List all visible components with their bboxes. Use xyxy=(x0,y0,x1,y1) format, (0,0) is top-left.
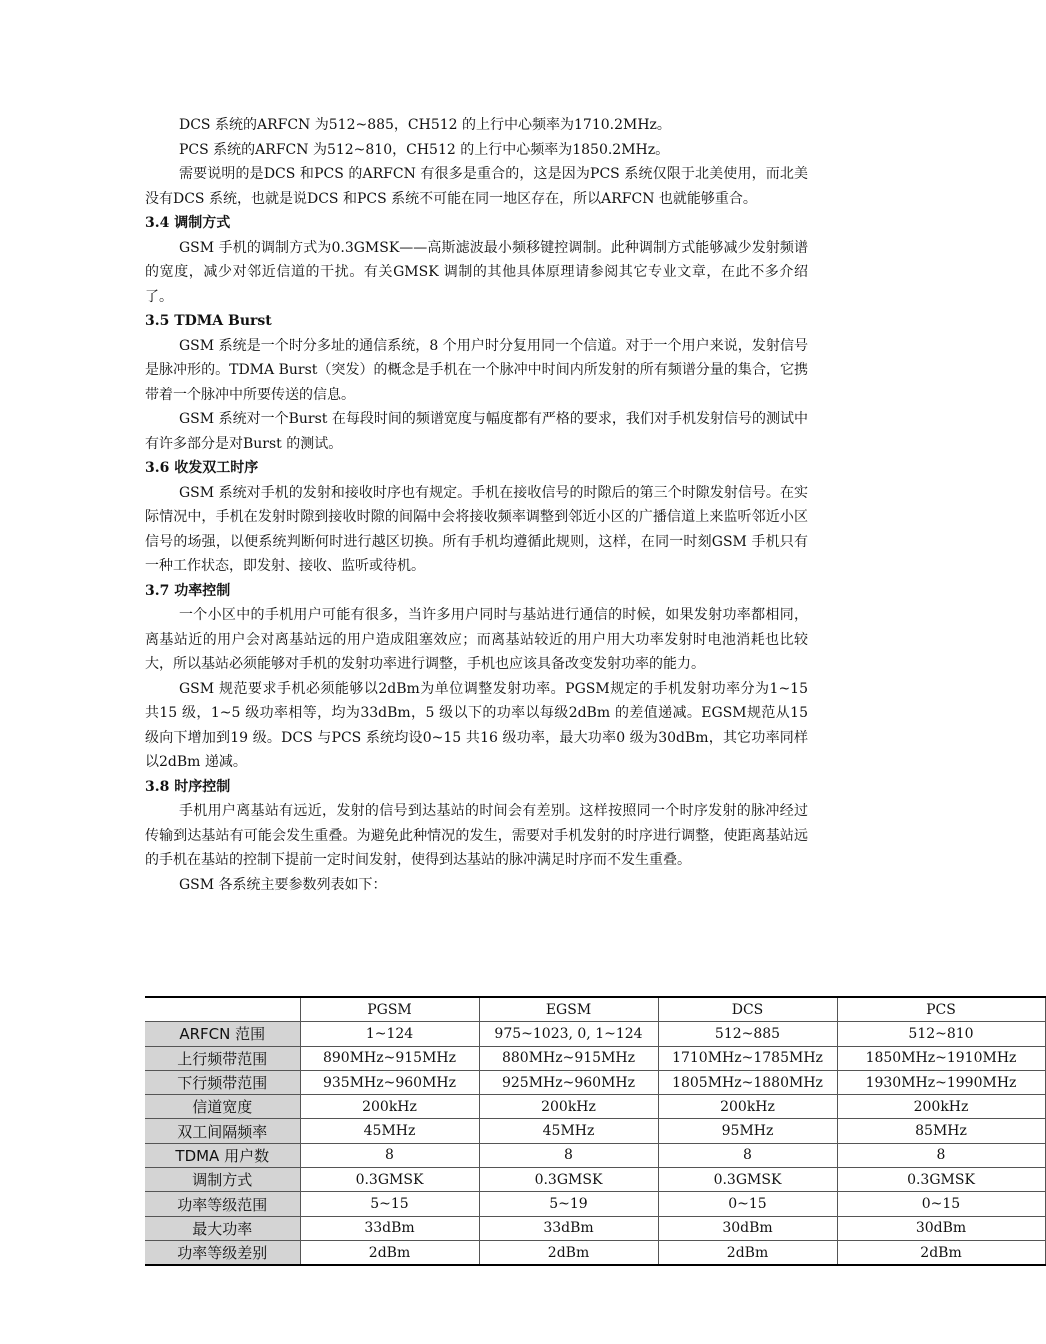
table-cell: 935MHz~960MHz xyxy=(300,1070,479,1094)
row-label: 功率等级范围 xyxy=(145,1192,300,1216)
table-cell: 880MHz~915MHz xyxy=(479,1046,658,1070)
table-row xyxy=(145,1192,1045,1216)
table-cell: 200kHz xyxy=(300,1095,479,1119)
gsm-parameter-table xyxy=(145,996,1046,1266)
table-cell: 0.3GMSK xyxy=(300,1168,479,1192)
table-cell: 200kHz xyxy=(479,1095,658,1119)
heading-3-4: 3.4 调制方式 xyxy=(145,215,231,231)
table-row xyxy=(145,1022,1045,1046)
table-body xyxy=(145,1022,1045,1265)
table-cell: 0.3GMSK xyxy=(837,1168,1045,1192)
row-label: 上行频带范围 xyxy=(145,1046,300,1070)
heading-3-6: 3.6 收发双工时序 xyxy=(145,460,259,476)
row-label: 最大功率 xyxy=(145,1216,300,1240)
table-corner-cell xyxy=(145,997,300,1022)
row-label: 调制方式 xyxy=(145,1168,300,1192)
table-cell: 512~810 xyxy=(837,1022,1045,1046)
paragraph-pcs-arfcn: PCS 系统的ARFCN 为512~810，CH512 的上行中心频率为1850.2MHz。 xyxy=(179,141,670,158)
row-label: 下行频带范围 xyxy=(145,1070,300,1094)
table-cell: 5~15 xyxy=(300,1192,479,1216)
table-cell: 85MHz xyxy=(837,1119,1045,1143)
table-cell: 8 xyxy=(300,1143,479,1167)
table-cell: 5~19 xyxy=(479,1192,658,1216)
table-row xyxy=(145,1095,1045,1119)
paragraph-3-8: 手机用户离基站有远近，发射的信号到达基站的时间会有差别。这样按照同一个时序发射的脉冲经过传输到达基站有可能会发生重叠。为避免此种情况的发生，需要对手机发射的时序进行调整，使距离基站远的手机在基站的控制下提前一定时间发射，使得到达基站的脉冲满足时序而不发生重叠。 xyxy=(145,803,808,868)
paragraph-3-7-a: 一个小区中的手机用户可能有很多，当许多用户同时与基站进行通信的时候，如果发射功率都相同，离基站近的用户会对离基站远的用户造成阻塞效应；而离基站较近的用户用大功率发射时电池消耗也比较大，所以基站必须能够对手机的发射功率进行调整，手机也应该具备改变发射功率的能力。 xyxy=(145,607,808,672)
table-row xyxy=(145,1119,1045,1143)
column-header: PCS xyxy=(837,997,1045,1022)
table-cell: 890MHz~915MHz xyxy=(300,1046,479,1070)
table-row xyxy=(145,1070,1045,1094)
row-label: TDMA 用户数 xyxy=(145,1143,300,1167)
table-cell: 925MHz~960MHz xyxy=(479,1070,658,1094)
column-header: PGSM xyxy=(300,997,479,1022)
paragraph-3-6: GSM 系统对手机的发射和接收时序也有规定。手机在接收信号的时隙后的第三个时隙发射信号。在实际情况中，手机在发射时隙到接收时隙的间隔中会将接收频率调整到邻近小区的广播信道上来监听邻近小区信号的场强，以便系统判断何时进行越区切换。所有手机均遵循此规则，这样，在同一时刻GSM 手机只有一种工作状态，即发射、接收、监听或待机。 xyxy=(145,484,808,574)
table-cell: 0.3GMSK xyxy=(658,1168,837,1192)
table-row xyxy=(145,1240,1045,1265)
table-cell: 512~885 xyxy=(658,1022,837,1046)
table-cell: 8 xyxy=(479,1143,658,1167)
row-label: 双工间隔频率 xyxy=(145,1119,300,1143)
table-cell: 2dBm xyxy=(300,1240,479,1265)
table-cell: 1805MHz~1880MHz xyxy=(658,1070,837,1094)
table-cell: 0~15 xyxy=(658,1192,837,1216)
table-cell: 8 xyxy=(837,1143,1045,1167)
paragraph-3-5-a: GSM 系统是一个时分多址的通信系统，8 个用户时分复用同一个信道。对于一个用户来说，发射信号是脉冲形的。TDMA Burst（突发）的概念是手机在一个脉冲中时间内所发射的所有频谱分量的集合，它携带着一个脉冲中所要传送的信息。 xyxy=(145,337,808,403)
table-row xyxy=(145,1168,1045,1192)
heading-3-7: 3.7 功率控制 xyxy=(145,582,231,599)
table-cell: 200kHz xyxy=(837,1095,1045,1119)
table-cell: 30dBm xyxy=(658,1216,837,1240)
table-cell: 975~1023, 0, 1~124 xyxy=(479,1022,658,1046)
parameter-table-wrapper xyxy=(145,996,1017,1266)
heading-3-8: 3.8 时序控制 xyxy=(145,778,231,795)
column-header: DCS xyxy=(658,997,837,1022)
table-cell: 33dBm xyxy=(300,1216,479,1240)
paragraph-3-5-b: GSM 系统对一个Burst 在每段时间的频谱宽度与幅度都有严格的要求，我们对手机发射信号的测试中有许多部分是对Burst 的测试。 xyxy=(145,411,808,452)
table-cell: 2dBm xyxy=(837,1240,1045,1265)
table-cell: 1930MHz~1990MHz xyxy=(837,1070,1045,1094)
table-row xyxy=(145,1216,1045,1240)
paragraph-overlap-note: 需要说明的是DCS 和PCS 的ARFCN 有很多是重合的，这是因为PCS 系统仅限于北美使用，而北美没有DCS 系统，也就是说DCS 和PCS 系统不可能在同一地区存在，所以ARFCN 也就能够重合。 xyxy=(145,166,808,207)
table-row xyxy=(145,1143,1045,1167)
table-cell: 45MHz xyxy=(479,1119,658,1143)
table-cell: 1~124 xyxy=(300,1022,479,1046)
document-body xyxy=(145,113,808,897)
table-row xyxy=(145,1046,1045,1070)
row-label: ARFCN 范围 xyxy=(145,1022,300,1046)
row-label: 功率等级差别 xyxy=(145,1240,300,1265)
table-cell: 2dBm xyxy=(479,1240,658,1265)
paragraph-dcs-arfcn: DCS 系统的ARFCN 为512~885，CH512 的上行中心频率为1710.2MHz。 xyxy=(179,117,671,133)
table-cell: 2dBm xyxy=(658,1240,837,1265)
table-cell: 1850MHz~1910MHz xyxy=(837,1046,1045,1070)
table-cell: 1710MHz~1785MHz xyxy=(658,1046,837,1070)
table-cell: 33dBm xyxy=(479,1216,658,1240)
table-cell: 200kHz xyxy=(658,1095,837,1119)
table-cell: 0.3GMSK xyxy=(479,1168,658,1192)
table-cell: 30dBm xyxy=(837,1216,1045,1240)
table-cell: 0~15 xyxy=(837,1192,1045,1216)
paragraph-3-7-b: GSM 规范要求手机必须能够以2dBm为单位调整发射功率。PGSM规定的手机发射功率分为1~15 共15 级，1~5 级功率相等，均为33dBm，5 级以下的功率以每级2dBm 的差值递减。EGSM规范从15 级向下增加到19 级。DCS 与PCS 系统均设0~15 共16 级功率，最大功率0 级为30dBm，其它功率同样以2dBm 递减。 xyxy=(145,680,808,770)
heading-3-5: 3.5 TDMA Burst xyxy=(145,313,272,329)
paragraph-3-4: GSM 手机的调制方式为0.3GMSK——高斯滤波最小频移键控调制。此种调制方式能够减少发射频谱的宽度，减少对邻近信道的干扰。有关GMSK 调制的其他具体原理请参阅其它专业文章，在此不多介绍了。 xyxy=(145,239,808,305)
table-header-row xyxy=(145,997,1045,1022)
table-cell: 8 xyxy=(658,1143,837,1167)
table-cell: 45MHz xyxy=(300,1119,479,1143)
table-intro: GSM 各系统主要参数列表如下： xyxy=(179,876,387,893)
row-label: 信道宽度 xyxy=(145,1095,300,1119)
column-header: EGSM xyxy=(479,997,658,1022)
table-cell: 95MHz xyxy=(658,1119,837,1143)
